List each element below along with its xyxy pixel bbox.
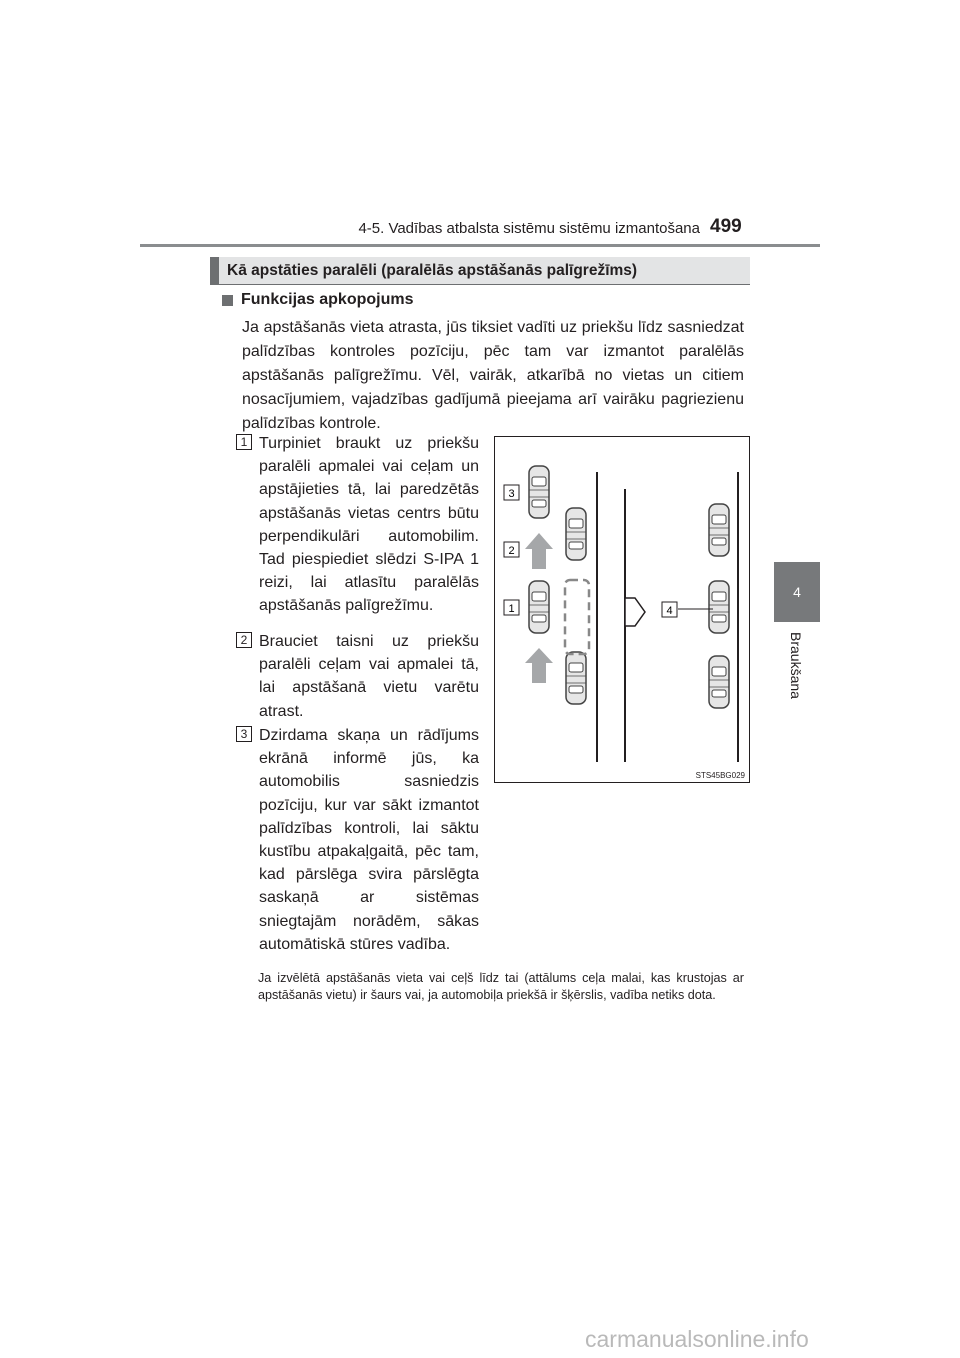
own-car-position-3: [529, 466, 549, 518]
parked-car: [566, 652, 586, 704]
watermark: carmanualsonline.info: [585, 1326, 809, 1352]
own-car-position-1: [529, 581, 549, 633]
parking-diagram: [494, 436, 750, 783]
callout-2: [504, 542, 519, 557]
svg-text:1: 1: [508, 603, 515, 615]
figure-code: STS45BG029: [695, 771, 745, 780]
callout-1: [504, 600, 519, 615]
section-title-text: Kā apstāties paralēli (paralēlās apstāšanās palīgrežīms): [227, 261, 638, 279]
svg-text:2: 2: [508, 545, 515, 557]
step-text: Dzirdama skaņa un rādījums ekrānā informē jūs, ka automobilis sasniedzis pozīciju, kur var sākt izmantot palīdzības kontroli, lai sāktu kustību atpakaļgaitā, pēc tam, kad pārslēga svira pārslēgta saskaņā ar sistēmas sniegtajām norādēm, sākas automātiskā stūres vadība.: [259, 727, 479, 953]
header-divider: [140, 244, 820, 247]
chapter-tab[interactable]: 4: [774, 562, 820, 622]
callout-3: [504, 485, 519, 500]
page-number: 499: [710, 216, 742, 237]
step-1: [236, 432, 479, 618]
step-text: Brauciet taisni uz priekšu paralēli ceļam vai apmalei tā, lai apstāšanā vietu varētu atrast.: [259, 633, 479, 720]
svg-text:3: 3: [508, 488, 515, 500]
callout-4: [662, 602, 677, 617]
step-number: 3: [236, 726, 252, 742]
own-car-parked: [709, 581, 729, 633]
step-2: [236, 630, 479, 723]
svg-text:4: 4: [666, 605, 673, 617]
sub-heading-text: Funkcijas apkopojums: [241, 291, 414, 308]
parking-diagram-svg: [495, 437, 751, 784]
parked-car: [709, 656, 729, 708]
step-number: 2: [236, 632, 252, 648]
square-bullet-icon: [222, 295, 233, 306]
chapter-tab-label: Braukšana: [788, 632, 804, 699]
step-text: Turpiniet braukt uz priekšu paralēli apmalei vai ceļam un apstājieties tā, lai paredzētās apstāšanās vietas centrs būtu perpendikulāri automobilim. Tad piespiediet slēdzi S-IPA 1 reizi, lai atlasītu paralēlās apstāšanās palīgrežīmu.: [259, 435, 479, 615]
section-underline: [210, 284, 750, 285]
step-3: [236, 724, 479, 956]
chapter-header: 4-5. Vadības atbalsta sistēmu sistēmu izmantošana: [358, 220, 700, 237]
parked-car: [709, 504, 729, 556]
note-paragraph: Ja izvēlētā apstāšanās vieta vai ceļš līdz tai (attālums ceļa malai, kas krustojas ar apstāšanās vietu) ir šaurs vai, ja automobiļa priekšā ir šķērslis, vadība netiks dota.: [258, 971, 744, 1002]
forward-arrow-icon: [525, 648, 553, 683]
intro-paragraph: Ja apstāšanās vieta atrasta, jūs tiksiet vadīti uz priekšu līdz sasniedzat palīdzības kontroles pozīciju, pēc tam var izmantot paralēlās apstāšanās palīgrežīmu. Vēl, vairāk, atkarībā no vietas un citiem nosacījumiem, vajadzības gadījumā pieejama arī vairāku pagriezienu palīdzības kontrole.: [242, 319, 744, 432]
step-number: 1: [236, 434, 252, 450]
target-parking-slot: [565, 580, 589, 654]
section-title: [210, 257, 750, 284]
sub-heading: [222, 291, 413, 309]
forward-arrow-icon: [525, 533, 553, 569]
transition-arrow-icon: [625, 598, 645, 626]
parked-car: [566, 508, 586, 560]
